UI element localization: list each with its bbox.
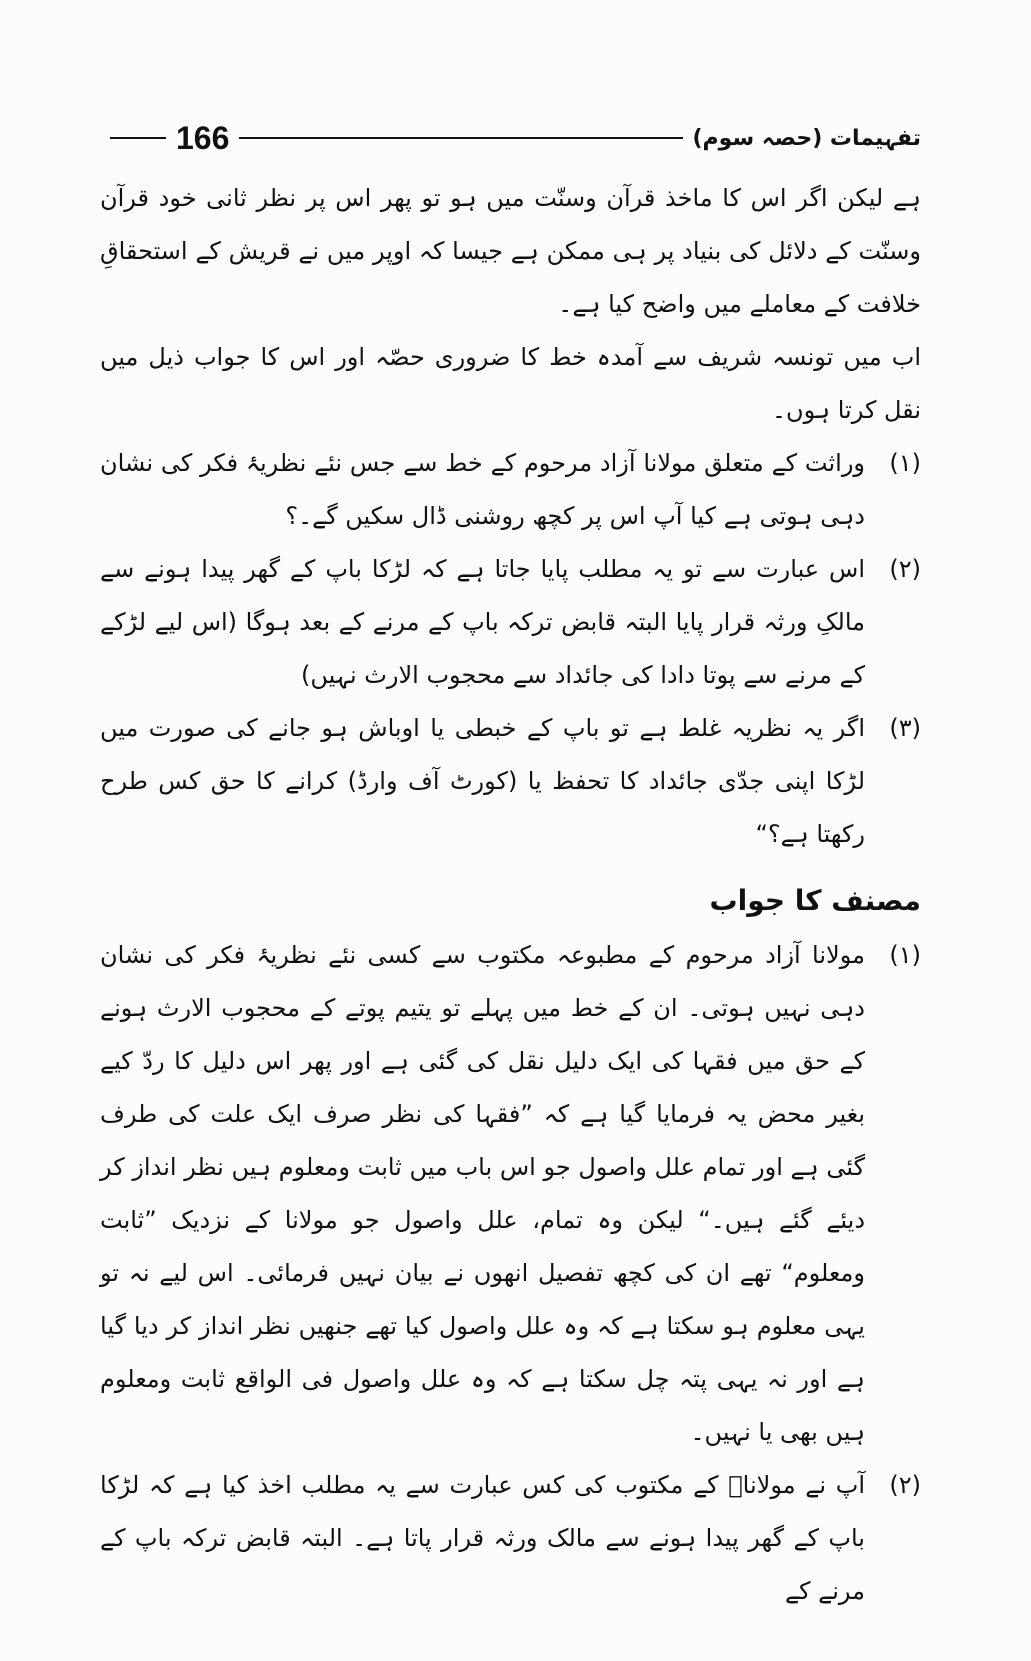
question-number: (۳) — [889, 714, 921, 742]
paragraph-letter-intro: اب میں تونسہ شریف سے آمدہ خط کا ضروری حصّہ اور اس کا جواب ذیل میں نقل کرتا ہوں۔ — [100, 343, 921, 424]
question-item-1 — [100, 437, 921, 543]
answer-text: آپ نے مولاناؒ کے مکتوب کی کس عبارت سے یہ مطلب اخذ کیا ہے کہ لڑکا باپ کے گھر پیدا ہونے سے مالک ورثہ قرار پاتا ہے۔ البتہ قابض ترکہ باپ کے مرنے کے — [100, 1471, 865, 1605]
answer-item-1 — [100, 929, 921, 1459]
answer-number: (۱) — [889, 941, 921, 969]
question-item-2 — [100, 543, 921, 702]
header-rule-short — [110, 137, 166, 139]
page-body — [100, 172, 921, 1618]
page-number: 166 — [176, 119, 230, 156]
answer-text: مولانا آزاد مرحوم کے مطبوعہ مکتوب سے کسی نئے نظریۂ فکر کی نشان دہی نہیں ہوتی۔ ان کے خط میں پہلے تو یتیم پوتے کے محجوب الارث ہونے کے حق میں فقہا کی ایک دلیل نقل کی گئی ہے اور پھر اس دلیل کا ردّ کیے بغیر محض یہ فرمایا گیا ہے کہ ”فقہا کی نظر صرف ایک علت کی طرف گئی ہے اور تمام علل واصول جو اس باب میں ثابت ومعلوم ہیں نظر انداز کر دیئے گئے ہیں۔“ لیکن وہ تمام، علل واصول جو مولانا کے نزدیک ”ثابت ومعلوم“ تھے ان کی کچھ تفصیل انھوں نے بیان نہیں فرمائی۔ اس لیے نہ تو یہی معلوم ہو سکتا ہے کہ وہ علل واصول کیا تھے جنھیں نظر انداز کر دیا گیا ہے اور نہ یہی پتہ چل سکتا ہے کہ وہ علل واصول فی الواقع ثابت ومعلوم ہیں بھی یا نہیں۔ — [100, 941, 865, 1446]
question-number: (۲) — [889, 555, 921, 583]
question-text: وراثت کے متعلق مولانا آزاد مرحوم کے خط سے جس نئے نظریۂ فکر کی نشان دہی ہوتی ہے کیا آپ اس پر کچھ روشنی ڈال سکیں گے۔؟ — [100, 449, 865, 530]
header-rule — [239, 137, 682, 139]
question-text: اگر یہ نظریہ غلط ہے تو باپ کے خبطی یا اوباش ہو جانے کی صورت میں لڑکا اپنی جدّی جائداد کا تحفظ یا (کورٹ آف وارڈ) کرانے کا حق کس طرح رکھتا ہے؟“ — [100, 714, 865, 848]
question-text: اس عبارت سے تو یہ مطلب پایا جاتا ہے کہ لڑکا باپ کے گھر پیدا ہونے سے مالکِ ورثہ قرار پایا البتہ قابض ترکہ باپ کے مرنے کے بعد ہوگا (اس لیے لڑکے کے مرنے سے پوتا دادا کی جائداد سے محجوب الارث نہیں) — [100, 555, 865, 689]
paragraph-intro: ہے لیکن اگر اس کا ماخذ قرآن وسنّت میں ہو تو پھر اس پر نظر ثانی خود قرآن وسنّت کے دلائل کی بنیاد پر ہی ممکن ہے جیسا کہ اوپر میں نے قریش کے استحقاقِ خلافت کے معاملے میں واضح کیا ہے۔ — [100, 184, 921, 318]
page-header — [100, 118, 921, 158]
question-item-3 — [100, 702, 921, 861]
answer-number: (۲) — [889, 1471, 921, 1499]
answer-item-2 — [100, 1459, 921, 1618]
answer-heading: مصنف کا جواب — [709, 884, 921, 917]
question-number: (۱) — [889, 449, 921, 477]
running-title: تفہیمات (حصہ سوم) — [692, 125, 921, 151]
